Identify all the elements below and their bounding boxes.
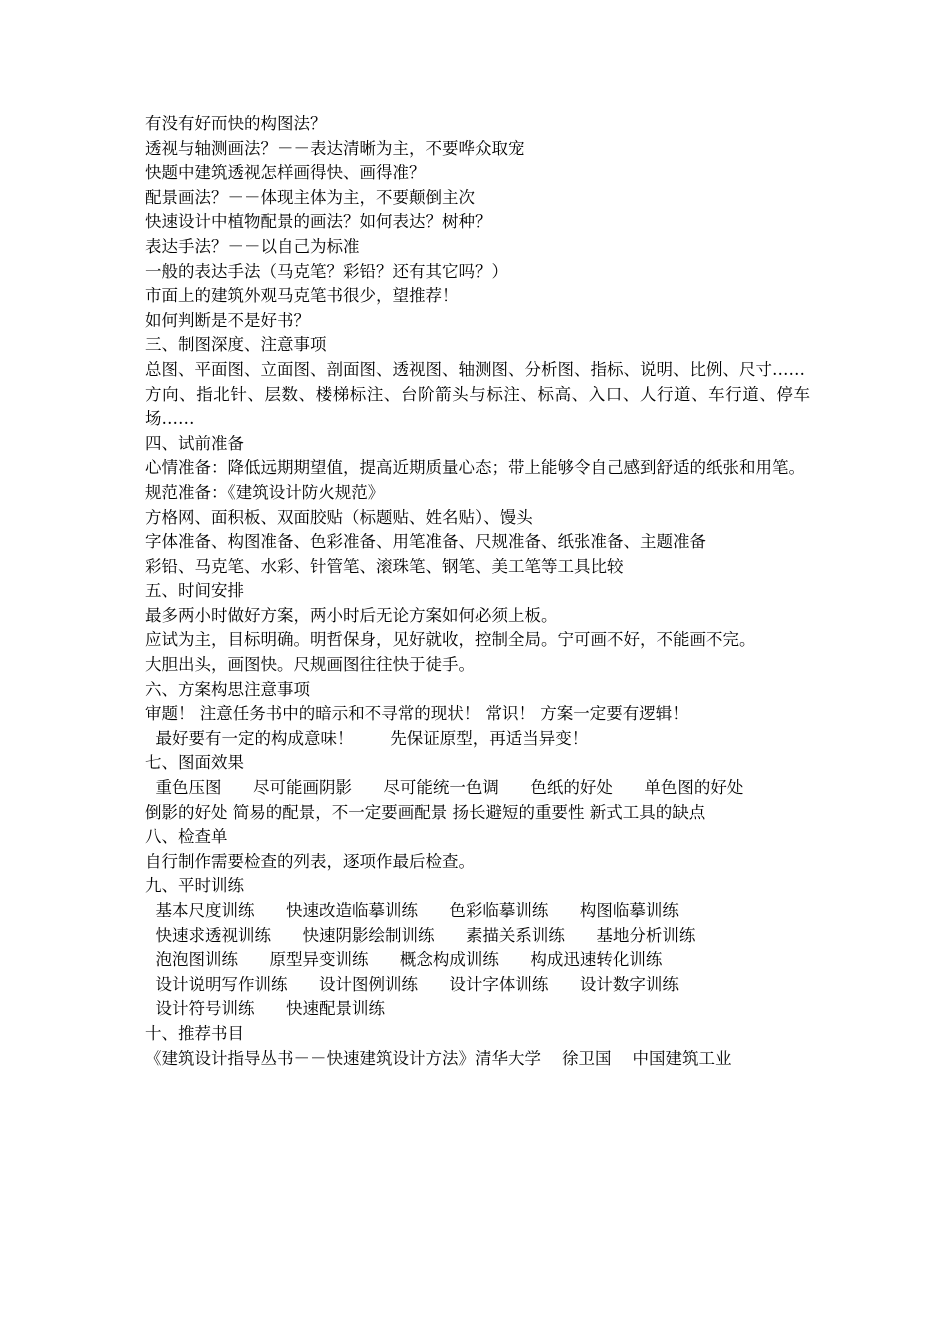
section-heading: 五、时间安排 <box>145 581 244 601</box>
text-line: 快速设计中植物配景的画法？如何表达？树种？ <box>145 212 492 232</box>
text-line: 表达手法？－－以自己为标准 <box>145 236 360 256</box>
section-heading: 六、方案构思注意事项 <box>145 679 310 699</box>
text-paragraph: 方向、指北针、层数、楼梯标注、台阶箭头与标注、标高、入口、人行道、车行道、停车场…… <box>145 384 810 429</box>
text-line: 字体准备、构图准备、色彩准备、用笔准备、尺规准备、纸张准备、主题准备 <box>145 532 706 552</box>
text-line: 基本尺度训练 快速改造临摹训练 色彩临摹训练 构图临摹训练 <box>145 901 679 920</box>
text-line: 大胆出头，画图快。尺规画图往往快于徒手。 <box>145 655 475 675</box>
text-line: 泡泡图训练 原型异变训练 概念构成训练 构成迅速转化训练 <box>145 950 663 970</box>
text-paragraph: 审题！ 注意任务书中的暗示和不寻常的现状！ 常识！ 方案一定要有逻辑！ <box>145 704 689 724</box>
text-line: 最多两小时做好方案，两小时后无论方案如何必须上板。 <box>145 605 558 625</box>
document-body <box>145 112 810 1071</box>
text-line: 方格网、面积板、双面胶贴（标题贴、姓名贴）、馒头 <box>145 507 533 527</box>
section-heading: 九、平时训练 <box>145 876 244 896</box>
text-paragraph: 心情准备：降低远期期望值，提高近期质量心态；带上能够令自己感到舒适的纸张和用笔。 <box>145 458 805 478</box>
text-paragraph: 倒影的好处 简易的配景，不一定要画配景 扬长避短的重要性 新式工具的缺点 <box>145 802 706 822</box>
section-heading: 七、图面效果 <box>145 753 244 773</box>
section-heading: 三、制图深度、注意事项 <box>145 335 327 355</box>
text-line: 一般的表达手法（马克笔？彩铅？还有其它吗？） <box>145 261 508 281</box>
section-heading: 十、推荐书目 <box>145 1023 244 1043</box>
text-line: 市面上的建筑外观马克笔书很少，望推荐！ <box>145 286 459 306</box>
text-line: 彩铅、马克笔、水彩、针管笔、滚珠笔、钢笔、美工笔等工具比较 <box>145 556 624 576</box>
text-line: 如何判断是不是好书？ <box>145 310 310 330</box>
text-line: 快速求透视训练 快速阴影绘制训练 素描关系训练 基地分析训练 <box>145 925 696 945</box>
text-line: 自行制作需要检查的列表，逐项作最后检查。 <box>145 851 475 871</box>
text-line: 重色压图 尽可能画阴影 尽可能统一色调 色纸的好处 单色图的好处 <box>145 778 744 798</box>
text-line: 设计符号训练 快速配景训练 <box>145 999 385 1019</box>
text-line: 有没有好而快的构图法？ <box>145 114 327 133</box>
section-heading: 四、试前准备 <box>145 433 244 453</box>
text-paragraph: 总图、平面图、立面图、剖面图、透视图、轴测图、分析图、指标、说明、比例、尺寸…… <box>145 359 805 379</box>
text-line: 配景画法？－－体现主体为主，不要颠倒主次 <box>145 187 475 207</box>
text-line: 快题中建筑透视怎样画得快、画得准？ <box>145 163 426 183</box>
text-line: 设计说明写作训练 设计图例训练 设计字体训练 设计数字训练 <box>145 974 679 994</box>
text-paragraph: 应试为主，目标明确。明哲保身，见好就收，控制全局。宁可画不好，不能画不完。 <box>145 630 756 650</box>
text-line: 《建筑设计指导丛书－－快速建筑设计方法》清华大学 徐卫国 中国建筑工业 <box>145 1048 732 1068</box>
section-heading: 八、检查单 <box>145 827 228 847</box>
text-line: 规范准备：《建筑设计防火规范》 <box>145 482 385 502</box>
text-line: 最好要有一定的构成意味！ 先保证原型，再适当异变！ <box>145 728 589 748</box>
text-line: 透视与轴测画法？－－表达清晰为主，不要哗众取宠 <box>145 138 525 158</box>
